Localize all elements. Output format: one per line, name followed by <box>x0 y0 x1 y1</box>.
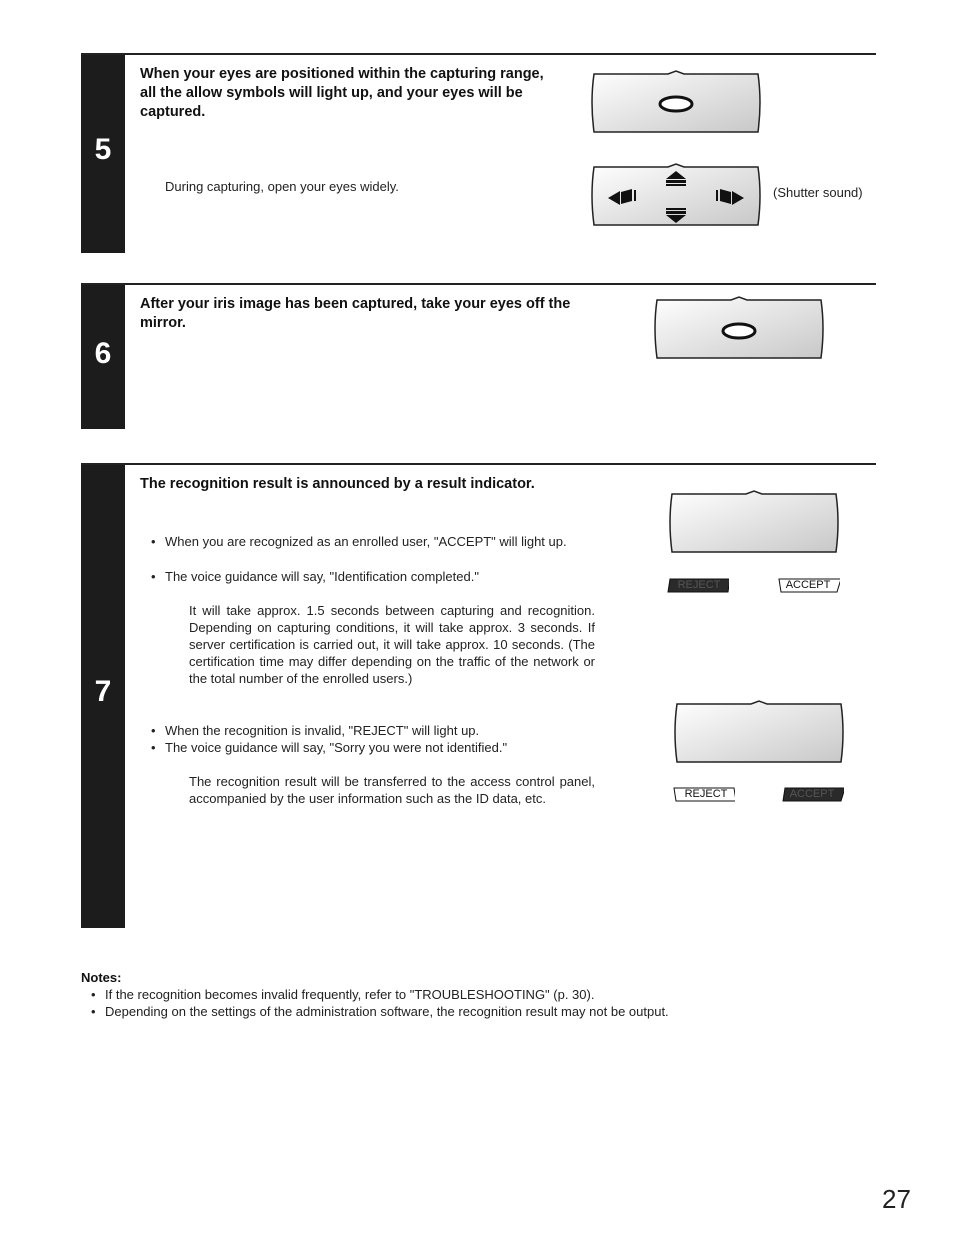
step5-bar <box>81 55 125 253</box>
step7-top-rule <box>81 463 876 465</box>
step5-number: 5 <box>94 133 112 166</box>
notes-title: Notes: <box>81 970 122 985</box>
mirror-reject-display <box>671 700 847 766</box>
step7-heading: The recognition result is announced by a result indicator. <box>140 476 535 492</box>
step5-note: During capturing, open your eyes widely. <box>165 179 399 194</box>
mirror-eye-display-step5a <box>588 70 764 136</box>
step6-heading: After your iris image has been captured, take your eyes off the mirror. <box>140 296 571 331</box>
eye-oval-icon <box>660 97 692 111</box>
mirror-arrows-display-step5b <box>588 163 764 229</box>
notes-item-2: • Depending on the settings of the administration software, the recognition result may not be output. <box>91 1003 885 1020</box>
step7-number: 7 <box>94 675 112 708</box>
mirror-eye-display-step6 <box>651 296 827 362</box>
reject-note: The recognition result will be transferred to the access control panel, accompanied by the user information such as the ID data, etc. <box>189 774 595 806</box>
accept-bullet-1: • When you are recognized as an enrolled user, "ACCEPT" will light up. <box>151 533 595 550</box>
reject-indicator-label-dim: REJECT <box>677 579 721 591</box>
accept-bullet-2: • The voice guidance will say, "Identification completed." <box>151 568 595 585</box>
mirror-accept-display <box>666 490 842 556</box>
reject-indicator-label: REJECT <box>684 788 728 800</box>
page-number: 27 <box>882 1184 911 1214</box>
step6-top-rule <box>81 283 876 285</box>
accept-note: It will take approx. 1.5 seconds between capturing and recognition. Depending on capturing conditions, it will take approx. 3 seconds. If server certification is carried out, it will take approx. 10 seconds. (The certification time may differ depending on the traffic of the network or the total number of the enrolled users.) <box>189 603 595 686</box>
step7-bar <box>81 465 125 928</box>
eye-oval-icon <box>723 324 755 338</box>
step5-top-rule <box>81 53 876 55</box>
step6-number: 6 <box>94 337 112 370</box>
step6-bar <box>81 285 125 429</box>
accept-indicator-label: ACCEPT <box>785 579 831 591</box>
notes-item-1: • If the recognition becomes invalid frequently, refer to "TROUBLESHOOTING" (p. 30). <box>91 986 885 1003</box>
reject-bullet-1: • When the recognition is invalid, "REJECT" will light up. <box>151 722 595 739</box>
shutter-sound-label: (Shutter sound) <box>773 185 863 200</box>
accept-indicator-label-dim: ACCEPT <box>789 788 835 800</box>
reject-bullet-2: • The voice guidance will say, "Sorry you were not identified." <box>151 739 595 756</box>
step5-heading: When your eyes are positioned within the capturing range, all the allow symbols will light up, and your eyes will be captured. <box>140 66 544 120</box>
